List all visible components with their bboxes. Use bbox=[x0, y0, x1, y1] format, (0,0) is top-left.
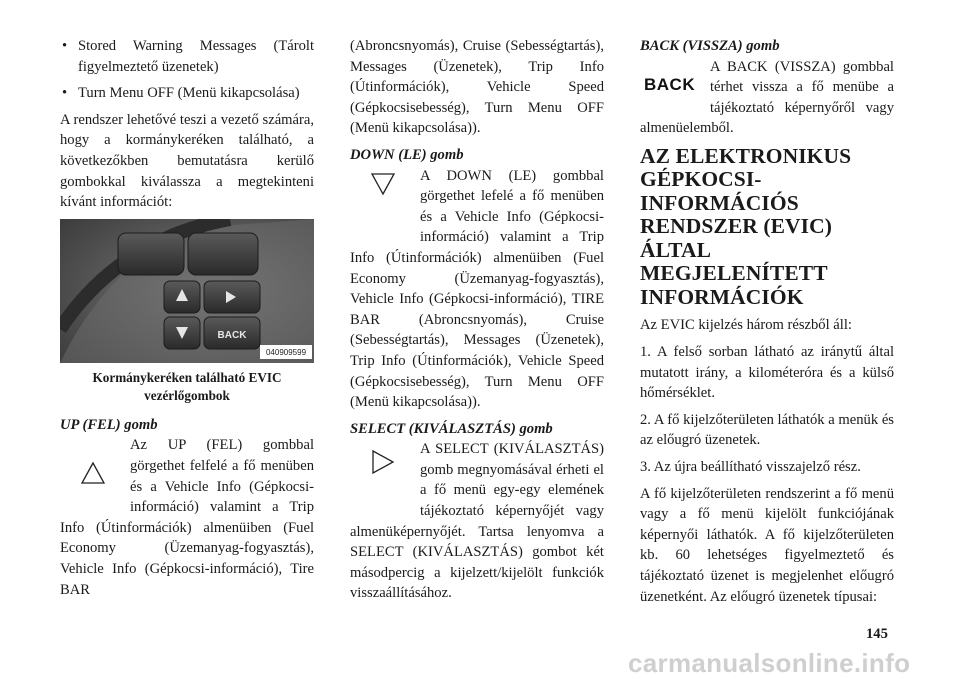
up-arrow-icon bbox=[60, 435, 130, 497]
column-right bbox=[640, 36, 894, 613]
back-icon-label: BACK bbox=[644, 74, 696, 94]
select-arrow-icon bbox=[350, 439, 420, 503]
bullet-turn-menu-off: • Turn Menu OFF (Menü kikapcsolása) bbox=[60, 83, 314, 104]
up-button-text: Az UP (FEL) gombbal görgethet felfelé a fő menüben és a Vehicle Info (Gépkocsi-információ) valamint a Trip Info (Útinformációk) almenüiben (Fuel Economy (Üzemanyag-fogyasztás), Vehicle Info (Gépkocsi-információ), Tire BAR bbox=[60, 437, 314, 598]
up-button-heading: UP (FEL) gomb bbox=[60, 416, 158, 433]
down-button-heading: DOWN (LE) gomb bbox=[350, 146, 464, 163]
steering-wheel-controls-image bbox=[60, 219, 314, 363]
back-button-heading: BACK (VISSZA) gomb bbox=[640, 38, 780, 54]
main-display-text: A fő kijelzőterületen rendszerint a fő menü vagy a fő menü kijelölt funkciójának képernyői láthatók. A fő kijelzőterületen kb. 60 lehetséges figyelmeztető és tájékoztató üzenet is megjelenhet előugró üzenetként. Az előugró üzenetek típusai: bbox=[640, 485, 894, 605]
photo-code: 040909599 bbox=[265, 347, 307, 357]
select-button-heading: SELECT (KIVÁLASZTÁS) gomb bbox=[350, 420, 553, 437]
intro-paragraph: A rendszer lehetővé teszi a vezető számára, hogy a kormánykeréken található, a következőkben bemutatásra kerülő gombokkal kiválassza a megtekinteni kívánt információt: bbox=[60, 111, 314, 211]
column-middle bbox=[350, 36, 604, 604]
evic-item-1: 1. A felső sorban látható az iránytű által mutatott irány, a kilométeróra és a külső hőmérséklet. bbox=[640, 344, 894, 402]
select-button-text: A SELECT (KIVÁLASZTÁS) gomb megnyomásával érheti el a fő menü egy-egy elemének tájékoztató képernyőjét vagy almenüképernyőjét. Tartsa lenyomva a SELECT (KIVÁLASZTÁS) gombot két másodpercig a kijelzett/kijelölt funkciók visszaállításához. bbox=[350, 441, 604, 602]
back-button-text: A BACK (VISSZA) gombbal térhet vissza a fő menübe a tájékoztató képernyőről vagy almenüelemből. bbox=[640, 58, 894, 137]
bullet-stored-warning: • Stored Warning Messages (Tárolt figyelmeztető üzenetek) bbox=[60, 36, 314, 77]
evic-item-2: 2. A fő kijelzőterületen láthatók a menük és az előugró üzenetek. bbox=[640, 411, 894, 449]
page-number: 145 bbox=[866, 626, 888, 642]
steering-wheel-photo bbox=[60, 219, 314, 363]
watermark: carmanualsonline.info bbox=[628, 648, 911, 678]
section-title: AZ ELEKTRONIKUS GÉPKOCSI-INFORMÁCIÓS RENDSZER (EVIC) ÁLTAL MEGJELENÍTETT INFORMÁCIÓK bbox=[640, 143, 852, 309]
evic-intro: Az EVIC kijelzés három részből áll: bbox=[640, 317, 852, 334]
column-left bbox=[60, 36, 314, 600]
continued-text: (Abroncsnyomás), Cruise (Sebességtartás), Messages (Üzenetek), Trip Info (Útinformációk), Vehicle Speed (Gépkocsisebesség), Turn Menu OFF (Menü kikapcsolása)). bbox=[350, 38, 604, 137]
down-button-text: A DOWN (LE) gombbal görgethet lefelé a fő menüben és a Vehicle Info (Gépkocsi-információ) valamint a Trip Info (Útinformációk) almenüiben (Fuel Economy (Üzemanyag-fogyasztás), Vehicle Info (Gépkocsi-információ), TIRE BAR (Abroncsnyomás), Cruise (Sebességtartás), Messages (Üzenetek), Trip Info (Útinformációk), Vehicle Speed (Gépkocsisebesség), Turn Menu OFF (Menü kikapcsolása)). bbox=[350, 167, 604, 411]
back-icon bbox=[640, 57, 710, 107]
evic-item-3: 3. Az újra beállítható visszajelző rész. bbox=[640, 459, 861, 476]
photo-back-label: BACK bbox=[217, 329, 247, 341]
photo-caption: Kormánykeréken található EVIC vezérlőgombok bbox=[92, 369, 282, 403]
down-arrow-icon bbox=[350, 166, 420, 230]
